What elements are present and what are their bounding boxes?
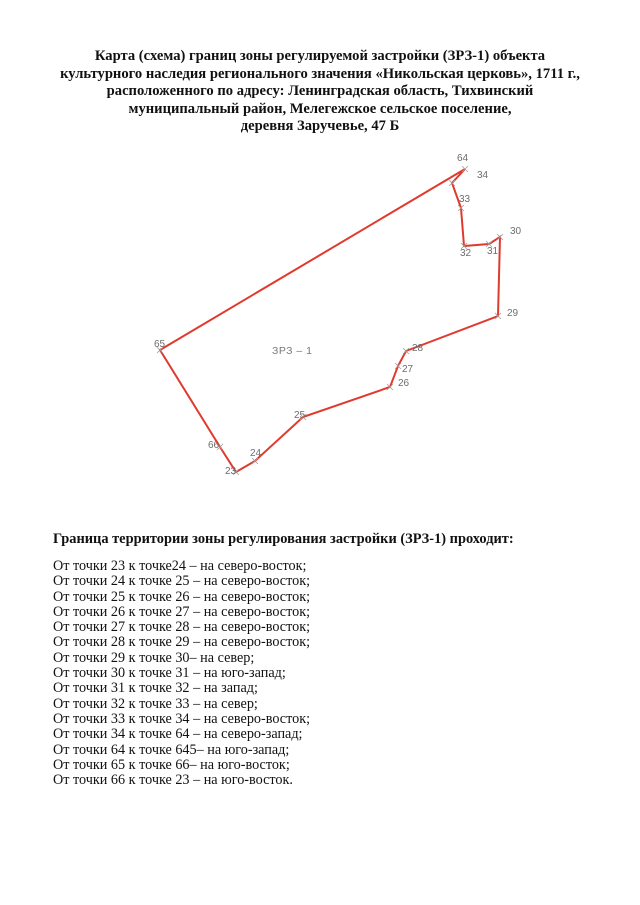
- point-label-28: 28: [412, 343, 424, 354]
- point-label-24: 24: [250, 448, 262, 459]
- boundary-segment: От точки 24 к точке 25 – на северо-восток;: [53, 573, 311, 590]
- boundary-segment: От точки 65 к точке 66– на юго-восток;: [53, 756, 290, 773]
- boundary-description-heading: Граница территории зоны регулирования застройки (ЗРЗ-1) проходит:: [53, 531, 514, 547]
- boundary-segment: От точки 33 к точке 34 – на северо-восток;: [53, 710, 311, 727]
- point-marker-64: [462, 166, 468, 172]
- boundary-segment: От точки 27 к точке 28 – на северо-восток;: [53, 619, 311, 636]
- title-line-5: деревня Заручевье, 47 Б: [240, 118, 400, 134]
- boundary-segment: От точки 25 к точке 26 – на северо-восток;: [53, 588, 311, 605]
- title-line-2: культурного наследия регионального значения «Никольская церковь», 1711 г.,: [60, 65, 580, 82]
- zone-boundary-polygon: [160, 169, 500, 472]
- boundary-description-list: [53, 559, 310, 788]
- boundary-segment: От точки 32 к точке 33 – на север;: [53, 695, 258, 712]
- boundary-segment: От точки 34 к точке 64 – на северо-запад;: [53, 726, 303, 743]
- point-label-31: 31: [487, 246, 499, 257]
- point-label-66: 66: [208, 440, 220, 451]
- boundary-segment: От точки 66 к точке 23 – на юго-восток.: [53, 772, 293, 789]
- point-label-26: 26: [398, 378, 410, 389]
- point-label-34: 34: [477, 170, 489, 181]
- boundary-segment: От точки 26 к точке 27 – на северо-восток;: [53, 603, 311, 620]
- boundary-segment: От точки 29 к точке 30– на север;: [53, 649, 255, 666]
- point-label-33: 33: [459, 194, 471, 205]
- point-label-25: 25: [294, 410, 306, 421]
- title-line-1: Карта (схема) границ зоны регулируемой застройки (ЗРЗ-1) объекта: [94, 48, 546, 64]
- boundary-segment: От точки 30 к точке 31 – на юго-запад;: [53, 665, 286, 682]
- point-label-29: 29: [507, 308, 519, 319]
- point-label-65: 65: [154, 339, 166, 350]
- point-label-64: 64: [457, 153, 469, 164]
- title-line-4: муниципальный район, Мелегежское сельское поселение,: [128, 100, 512, 117]
- zone-label: ЗРЗ – 1: [272, 345, 313, 357]
- boundary-segment: От точки 31 к точке 32 – на запад;: [53, 680, 258, 697]
- point-label-32: 32: [460, 248, 472, 259]
- boundary-segment: От точки 64 к точке 645– на юго-запад;: [53, 741, 290, 758]
- boundary-segment: От точки 28 к точке 29 – на северо-восток;: [53, 634, 311, 651]
- boundary-segment: От точки 23 к точке24 – на северо-восток;: [53, 558, 307, 574]
- point-label-30: 30: [510, 226, 522, 237]
- point-label-27: 27: [402, 364, 414, 375]
- point-label-23: 23: [225, 466, 237, 477]
- title-line-3: расположенного по адресу: Ленинградская область, Тихвинский: [106, 83, 534, 99]
